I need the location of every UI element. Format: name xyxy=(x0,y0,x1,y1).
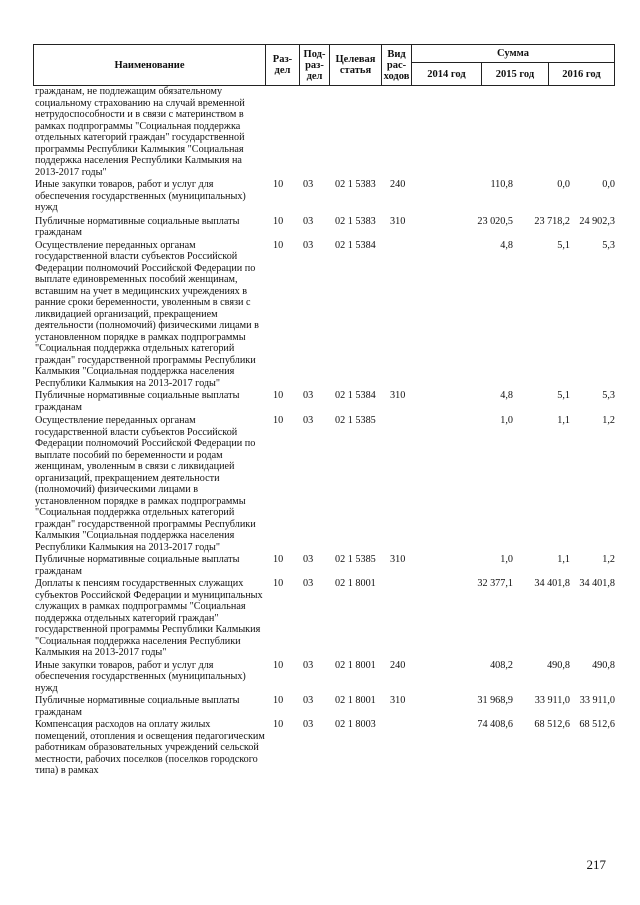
header-vid: Вид рас- ходов xyxy=(382,45,412,85)
row-sum-2014: 1,0 xyxy=(500,554,513,565)
row-celevaya-statya: 02 1 5385 xyxy=(335,554,376,565)
row-sum-2015: 23 718,2 xyxy=(534,215,570,227)
row-sum-2014: 31 968,9 xyxy=(477,695,513,706)
row-vid-rashodov: 310 xyxy=(390,554,406,565)
row-sum-2014: 32 377,1 xyxy=(477,578,513,589)
row-sum-2016: 1,2 xyxy=(602,554,615,565)
table-row xyxy=(33,578,615,659)
row-sum-2016: 0,0 xyxy=(602,179,615,190)
row-celevaya-statya: 02 1 5384 xyxy=(335,390,376,401)
table-row xyxy=(33,179,615,214)
row-name: Иные закупки товаров, работ и услуг для обеспечения государственных (муниципальных) нужд xyxy=(35,659,246,694)
header-razdel: Раз- дел xyxy=(266,45,300,85)
row-razdel: 10 xyxy=(273,415,284,426)
table-row xyxy=(33,719,615,777)
row-podrazdel: 03 xyxy=(303,695,314,706)
row-podrazdel: 03 xyxy=(303,659,314,671)
row-name: гражданам, не подлежащим обязательному социальному страхованию на случай временной нетрудоспособности и в связи с материнством в рамках подпрограммы "Социальная поддержка отдельных категорий граждан" государственной программы Республики Калмыкия "Социальная поддержка населения Республики Калмыкия на 2013-2017 годы" xyxy=(35,86,245,178)
row-sum-2015: 33 911,0 xyxy=(534,695,570,706)
header-summa: Сумма xyxy=(412,45,614,63)
row-podrazdel: 03 xyxy=(303,239,314,251)
header-year-2014: 2014 год xyxy=(412,63,482,85)
table-row xyxy=(33,390,615,413)
row-sum-2016: 68 512,6 xyxy=(579,719,615,730)
row-name: Компенсация расходов на оплату жилых помещений, отопления и освещения педагогическим работникам образовательных учреждений сельской местности, рабочих поселков (поселков городского типа) в рамках xyxy=(35,719,265,776)
row-razdel: 10 xyxy=(273,179,284,190)
table-row xyxy=(33,554,615,577)
row-sum-2014: 1,0 xyxy=(500,415,513,426)
table-row xyxy=(33,216,615,239)
row-sum-2016: 490,8 xyxy=(592,659,615,671)
row-podrazdel: 03 xyxy=(303,215,314,227)
table-row xyxy=(33,415,615,553)
table-body xyxy=(33,86,615,777)
row-celevaya-statya: 02 1 8003 xyxy=(335,719,376,730)
table-header xyxy=(33,44,615,86)
row-name: Осуществление переданных органам государственной власти субъектов Российской Федерации полномочий Российской Федерации по выплате единовременных пособий женщинам, вставшим на учет в медицинских учреждениях в ранние сроки беременности, уволенным в связи с ликвидацией организаций, прекращением деятельности (полномочий) физическими лицами в установленном порядке в рамках подпрограммы "Социальная поддержка отдельных категорий граждан" государственной программы Республики Калмыкия "Социальная поддержка населения Республики Калмыкия на 2013-2017 годы" xyxy=(35,239,259,389)
row-celevaya-statya: 02 1 8001 xyxy=(335,695,376,706)
row-name: Публичные нормативные социальные выплаты гражданам xyxy=(35,695,240,718)
table-row xyxy=(33,86,615,178)
row-name: Иные закупки товаров, работ и услуг для обеспечения государственных (муниципальных) нужд xyxy=(35,179,246,213)
row-sum-2016: 24 902,3 xyxy=(579,215,615,227)
row-name: Доплаты к пенсиям государственных служащих субъектов Российской Федерации и муниципальных служащих в рамках подпрограммы "Социальная поддержка отдельных категорий граждан" государственной программы Республики Калмыкия "Социальная поддержка населения Республики Калмыкия на 2013-2017 годы" xyxy=(35,578,263,658)
row-razdel: 10 xyxy=(273,390,284,401)
row-name: Публичные нормативные социальные выплаты гражданам xyxy=(35,215,240,238)
row-celevaya-statya: 02 1 5383 xyxy=(335,215,376,227)
row-sum-2014: 4,8 xyxy=(500,239,513,251)
row-razdel: 10 xyxy=(273,659,284,671)
row-vid-rashodov: 240 xyxy=(390,659,406,671)
row-podrazdel: 03 xyxy=(303,415,314,426)
row-sum-2016: 33 911,0 xyxy=(579,695,615,706)
table-row xyxy=(33,660,615,695)
row-celevaya-statya: 02 1 5385 xyxy=(335,415,376,426)
row-razdel: 10 xyxy=(273,215,284,227)
row-podrazdel: 03 xyxy=(303,390,314,401)
table-row xyxy=(33,695,615,718)
row-vid-rashodov: 310 xyxy=(390,215,406,227)
row-sum-2015: 68 512,6 xyxy=(534,719,570,730)
row-vid-rashodov: 310 xyxy=(390,390,406,401)
row-sum-2016: 1,2 xyxy=(602,415,615,426)
row-vid-rashodov: 240 xyxy=(390,179,406,190)
header-year-2015: 2015 год xyxy=(482,63,549,85)
row-name: Осуществление переданных органам государственной власти субъектов Российской Федерации полномочий Российской Федерации по выплате пособий по беременности и родам женщинам, уволенным в связи с ликвидацией организаций, прекращением деятельности (полномочий) физическими лицами в установленном порядке в рамках подпрограммы "Социальная поддержка отдельных категорий граждан" государственной программы Республики Калмыкия "Социальная поддержка населения Республики Калмыкия на 2013-2017 годы" xyxy=(35,415,256,553)
row-razdel: 10 xyxy=(273,554,284,565)
row-name: Публичные нормативные социальные выплаты гражданам xyxy=(35,390,240,413)
row-sum-2014: 408,2 xyxy=(490,659,513,671)
row-razdel: 10 xyxy=(273,695,284,706)
row-sum-2016: 5,3 xyxy=(602,390,615,401)
row-sum-2014: 23 020,5 xyxy=(477,215,513,227)
row-sum-2015: 0,0 xyxy=(557,179,570,190)
row-sum-2015: 1,1 xyxy=(557,554,570,565)
row-sum-2016: 5,3 xyxy=(602,239,615,251)
row-sum-2016: 34 401,8 xyxy=(579,578,615,589)
row-celevaya-statya: 02 1 5383 xyxy=(335,179,376,190)
row-sum-2014: 4,8 xyxy=(500,390,513,401)
row-celevaya-statya: 02 1 8001 xyxy=(335,659,376,671)
page-number: 217 xyxy=(586,857,606,872)
header-podrazdel: Под- раз- дел xyxy=(300,45,330,85)
row-sum-2014: 110,8 xyxy=(490,179,513,190)
row-sum-2014: 74 408,6 xyxy=(477,719,513,730)
row-sum-2015: 34 401,8 xyxy=(534,578,570,589)
row-razdel: 10 xyxy=(273,719,284,730)
row-celevaya-statya: 02 1 5384 xyxy=(335,239,376,251)
row-vid-rashodov: 310 xyxy=(390,695,406,706)
row-sum-2015: 5,1 xyxy=(557,390,570,401)
row-sum-2015: 5,1 xyxy=(557,239,570,251)
table-row xyxy=(33,240,615,390)
row-razdel: 10 xyxy=(273,578,284,589)
row-podrazdel: 03 xyxy=(303,719,314,730)
row-sum-2015: 1,1 xyxy=(557,415,570,426)
header-name: Наименование xyxy=(34,45,266,85)
header-year-2016: 2016 год xyxy=(562,68,601,80)
row-razdel: 10 xyxy=(273,239,284,251)
row-podrazdel: 03 xyxy=(303,578,314,589)
row-sum-2015: 490,8 xyxy=(547,659,570,671)
row-name: Публичные нормативные социальные выплаты гражданам xyxy=(35,554,240,577)
row-podrazdel: 03 xyxy=(303,554,314,565)
header-celevaya: Целевая статья xyxy=(330,45,382,85)
row-podrazdel: 03 xyxy=(303,179,314,190)
row-celevaya-statya: 02 1 8001 xyxy=(335,578,376,589)
